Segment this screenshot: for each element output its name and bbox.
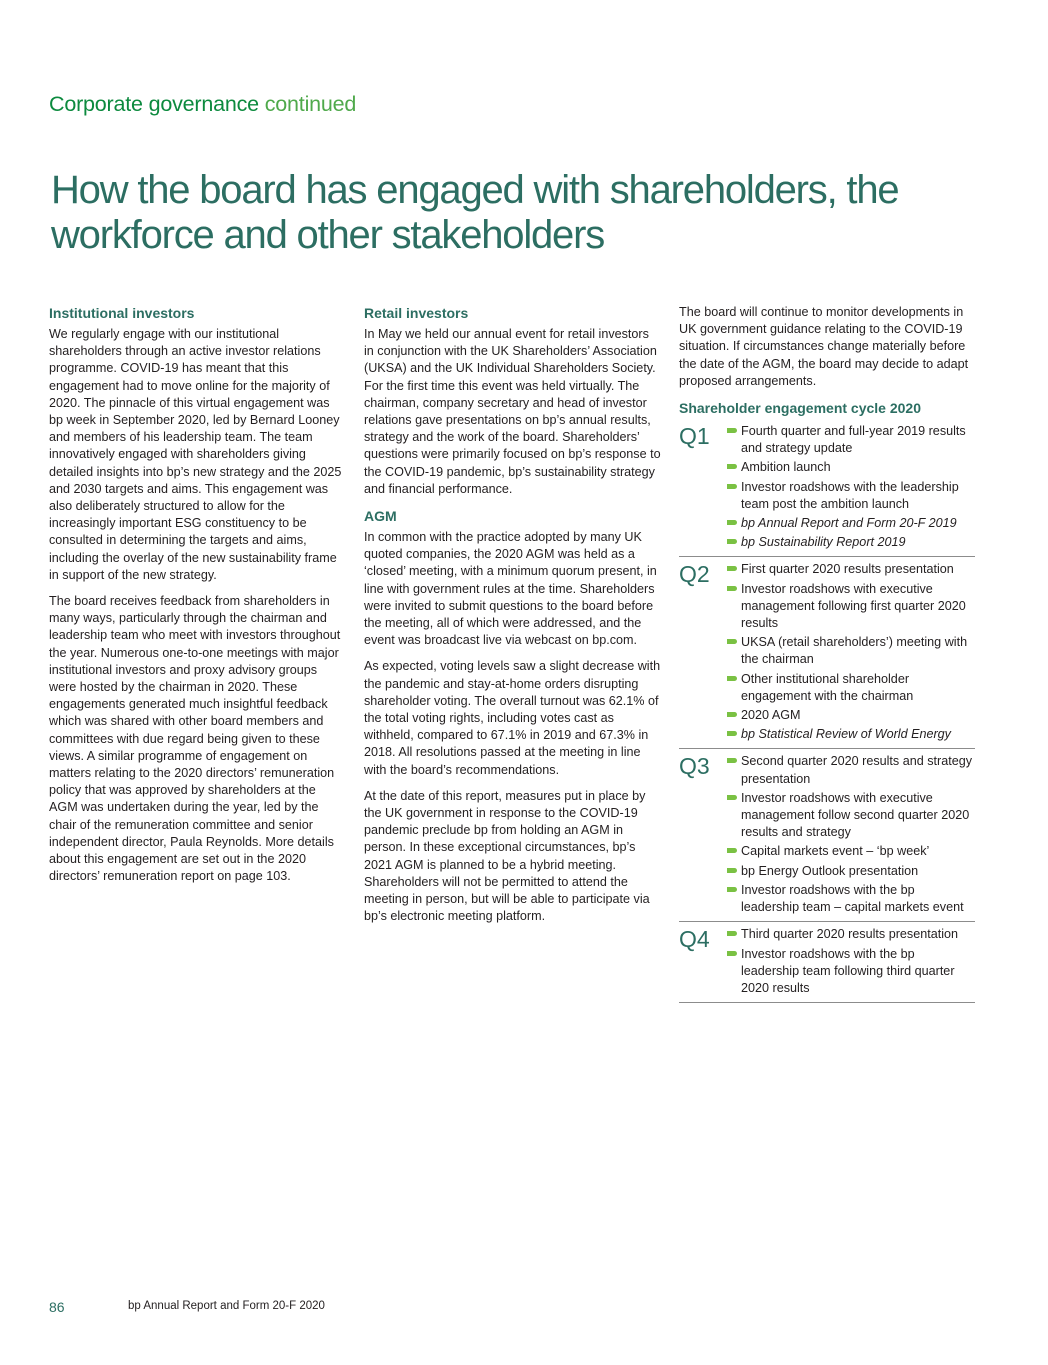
list-item: Capital markets event – ‘bp week’ <box>727 843 975 860</box>
list-item: bp Energy Outlook presentation <box>727 863 975 880</box>
bullet-icon <box>727 520 737 525</box>
bullet-icon <box>727 539 737 544</box>
retail-paragraph: In May we held our annual event for retail investors in conjunction with the UK Shareholders’ Association (UKSA) and the UK Individual Shareholders Society. For the first time this event was held virtually. The chairman, company secretary and head of investor relations gave presentations on bp’s annual results, strategy and the work of the board. Shareholders’ questions were primarily focused on bp’s response to the COVID-19 pandemic, bp’s sustainability strategy and financial performance. <box>364 327 661 496</box>
list-item: Fourth quarter and full-year 2019 results and strategy update <box>727 423 975 457</box>
bullet-icon <box>727 712 737 717</box>
quarter-row-q1 <box>679 423 975 556</box>
page-title: How the board has engaged with shareholders, the workforce and other stakeholders <box>51 168 899 257</box>
bullet-icon <box>727 931 737 936</box>
quarter-items <box>727 926 975 999</box>
section-header <box>49 92 356 117</box>
list-item: UKSA (retail shareholders’) meeting with the chairman <box>727 634 975 668</box>
column-institutional-investors <box>49 304 345 895</box>
column-engagement-cycle <box>679 304 975 1003</box>
quarter-label: Q1 <box>679 423 710 450</box>
list-item: 2020 AGM <box>727 707 975 724</box>
list-item: Third quarter 2020 results presentation <box>727 926 975 943</box>
list-item: Second quarter 2020 results and strategy presentation <box>727 753 975 787</box>
list-item: Investor roadshows with executive management follow second quarter 2020 results and strategy <box>727 790 975 842</box>
bullet-icon <box>727 639 737 644</box>
quarter-label: Q4 <box>679 926 710 953</box>
list-item: Investor roadshows with the bp leadership team following third quarter 2020 results <box>727 946 975 998</box>
bullet-icon <box>727 887 737 892</box>
quarter-label: Q2 <box>679 561 710 588</box>
bullet-icon <box>727 586 737 591</box>
agm-paragraph-1: In common with the practice adopted by many UK quoted companies, the 2020 AGM was held as a ‘closed’ meeting, with a minimum quorum present, in line with government rules at the time. Shareholders were invited to submit questions to the board before the meeting, all of which were addressed, and the event was broadcast live via webcast on bp.com. <box>364 530 657 648</box>
list-item: Investor roadshows with the leadership team post the ambition launch <box>727 479 975 513</box>
agm-paragraph-2: As expected, voting levels saw a slight decrease with the pandemic and stay-at-home orders disrupting shareholder voting. The overall turnout was 62.1% of the total voting rights, including votes cast as withheld, compared to 67.1% in 2019 and 67.3% in 2018. All resolutions passed at the meeting in line with the board’s recommendations. <box>364 659 661 777</box>
monitoring-paragraph: The board will continue to monitor developments in UK government guidance relating to the COVID-19 situation. If circumstances change materially before the date of the AGM, the board may decide to adapt proposed arrangements. <box>679 305 969 388</box>
list-item: bp Annual Report and Form 20-F 2019 <box>727 515 975 532</box>
bullet-icon <box>727 951 737 956</box>
bullet-icon <box>727 758 737 763</box>
engagement-cycle-list <box>679 423 975 1003</box>
quarter-row-q4 <box>679 921 975 1003</box>
footer-report-title: bp Annual Report and Form 20-F 2020 <box>128 1300 325 1312</box>
list-item: Other institutional shareholder engagement with the chairman <box>727 671 975 705</box>
quarter-row-q3 <box>679 748 975 921</box>
quarter-items <box>727 561 975 745</box>
list-item: Investor roadshows with executive management following first quarter 2020 results <box>727 581 975 633</box>
engagement-cycle-heading: Shareholder engagement cycle 2020 <box>679 400 921 417</box>
institutional-paragraph-1: We regularly engage with our institutional shareholders through an active investor relations programme. COVID-19 has meant that this engagement had to move online for the majority of 2020. The pinnacle of this virtual engagement was bp week in September 2020, led by Bernard Looney and members of his leadership team. The team innovatively engaged with shareholders giving detailed insights into bp’s new strategy and the 2025 and 2030 targets and aims. This engagement was also deliberately structured to allow for the increasingly important ESG constituency to be consulted in determining the targets and aims, including the overlay of the new sustainability frame in support of the new strategy. <box>49 327 342 582</box>
list-item: Investor roadshows with the bp leadership team – capital markets event <box>727 882 975 916</box>
institutional-paragraph-2: The board receives feedback from shareholders in many ways, particularly through the chairman and leadership team who meet with investors throughout the year. Numerous one-to-one meetings with major institutional investors and proxy advisory groups were hosted by the chairman in 2020. These engagements generated much insightful feedback which was shared with other board members and committees with due regard being given to these views. A similar programme of engagement on matters relating to the 2020 directors’ remuneration policy that was approved by shareholders at the AGM was undertaken during the year, led by the chair of the remuneration committee and senior independent director, Paula Reynolds. More details about this engagement are set out in the 2020 directors’ remuneration report on page 103. <box>49 594 341 884</box>
page-number: 86 <box>49 1299 65 1315</box>
retail-investors-heading: Retail investors <box>364 305 469 321</box>
bullet-icon <box>727 566 737 571</box>
institutional-investors-heading: Institutional investors <box>49 305 195 321</box>
bullet-icon <box>727 868 737 873</box>
section-continued: continued <box>264 92 357 116</box>
bullet-icon <box>727 676 737 681</box>
agm-paragraph-3: At the date of this report, measures put in place by the UK government in response to the COVID-19 pandemic preclude bp from holding an AGM in person. In these exceptional circumstances, bp’s 2021 AGM is planned to be a hybrid meeting. Shareholders will not be permitted to attend the meeting in person, but will be able to participate via bp’s electronic meeting platform. <box>364 788 650 924</box>
list-item: First quarter 2020 results presentation <box>727 561 975 578</box>
quarter-label: Q3 <box>679 753 710 780</box>
list-item: bp Sustainability Report 2019 <box>727 534 975 551</box>
bullet-icon <box>727 795 737 800</box>
quarter-row-q2 <box>679 556 975 748</box>
agm-heading: AGM <box>364 508 397 525</box>
bullet-icon <box>727 484 737 489</box>
section-title: Corporate governance <box>49 92 259 116</box>
bullet-icon <box>727 731 737 736</box>
quarter-items <box>727 753 975 918</box>
bullet-icon <box>727 848 737 853</box>
column-retail-investors <box>364 304 662 935</box>
list-item: bp Statistical Review of World Energy <box>727 726 975 743</box>
bullet-icon <box>727 464 737 469</box>
bullet-icon <box>727 428 737 433</box>
list-item: Ambition launch <box>727 459 975 476</box>
quarter-items <box>727 423 975 553</box>
